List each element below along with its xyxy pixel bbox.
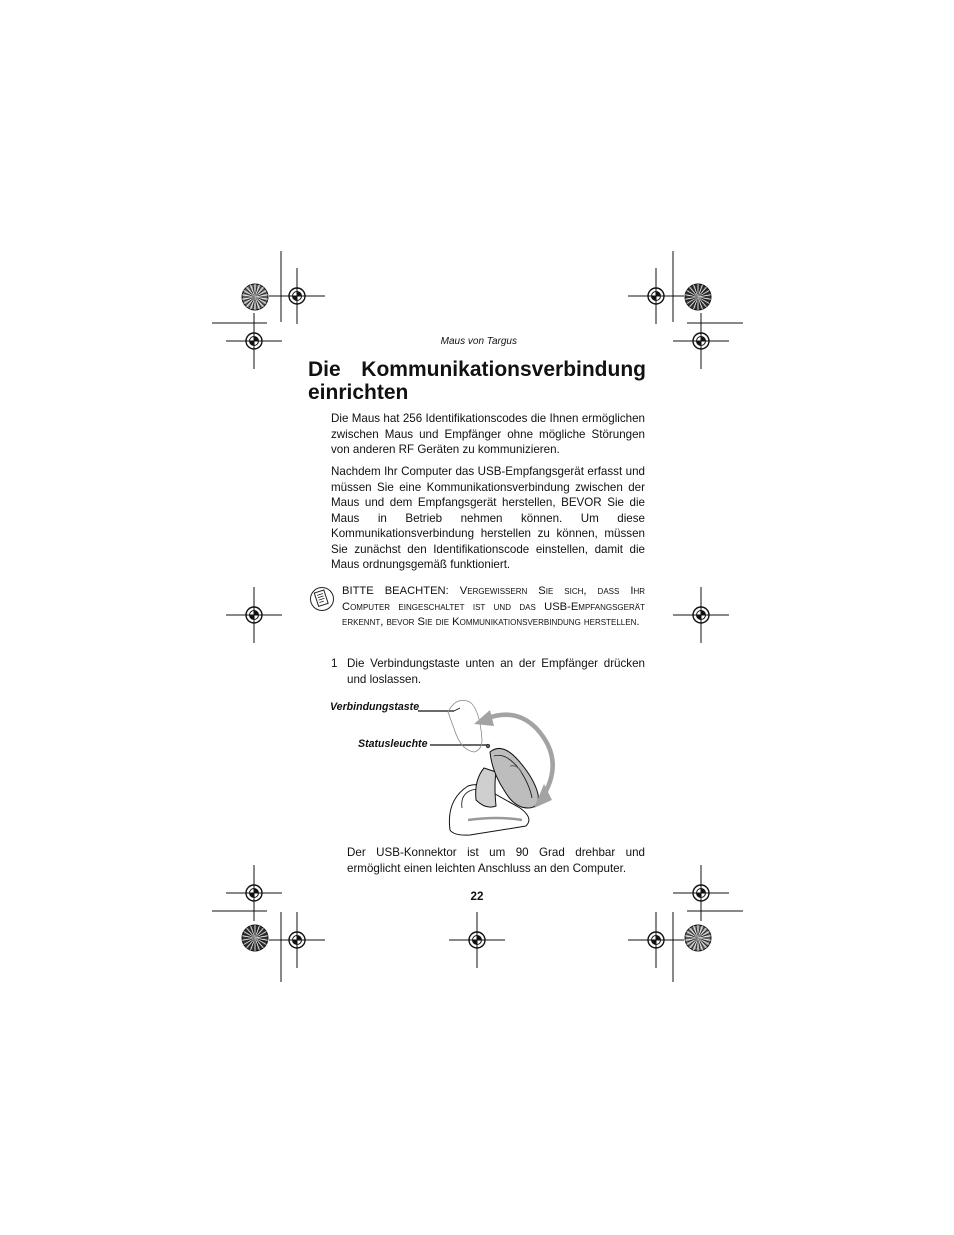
registration-target bbox=[673, 587, 729, 643]
registration-target bbox=[269, 912, 325, 968]
registration-target bbox=[226, 313, 282, 369]
starburst-mark bbox=[242, 284, 268, 310]
registration-target bbox=[628, 912, 684, 968]
intro-paragraph: Die Maus hat 256 Identifikationscodes die Ihnen ermöglichen zwischen Maus und Empfänger ohne mögliche Störungen von anderen RF Geräten zu kommunizieren. bbox=[331, 412, 645, 456]
setup-paragraph: Nachdem Ihr Computer das USB-Empfangsgerät erfasst und müssen Sie eine Kommunikationsverbindung zwischen der Maus und dem Empfangsgerät herstellen, BEVOR Sie die Maus in Betrieb nehmen können. Um diese Kommunikationsverbindung herstellen zu können, müssen Sie zunächst den Identifikationscode einstellen, damit die Maus ordnungsgemäß funktioniert. bbox=[331, 465, 645, 571]
note-label: BITTE BEACHTEN: bbox=[342, 585, 449, 597]
note-text: Vergewissern Sie sich, dass Ihr Computer eingeschaltet ist und das USB-Empfangsgerät erkennt, bevor Sie die Kommunikationsverbindung herstellen. bbox=[342, 585, 646, 629]
registration-target bbox=[269, 268, 325, 324]
step-text: Die Verbindungstaste unten an der Empfänger drücken und loslassen. bbox=[347, 657, 645, 686]
page-title-line-1: Die Kommunikationsverbindung bbox=[308, 358, 646, 381]
starburst-mark bbox=[242, 925, 268, 951]
figure-caption: Der USB-Konnektor ist um 90 Grad drehbar und ermöglicht einen leichten Anschluss an den Computer. bbox=[347, 846, 645, 875]
page-title bbox=[308, 358, 646, 404]
step-number: 1 bbox=[331, 657, 338, 670]
callout-status-led: Statusleuchte bbox=[358, 738, 428, 750]
notepad-icon bbox=[310, 585, 334, 613]
callout-connect-button: Verbindungstaste bbox=[330, 701, 420, 713]
registration-target bbox=[226, 587, 282, 643]
registration-target bbox=[673, 313, 729, 369]
running-header: Maus von Targus bbox=[440, 336, 517, 347]
starburst-mark bbox=[685, 284, 711, 310]
registration-target bbox=[628, 268, 684, 324]
page-title-line-2: einrichten bbox=[308, 381, 409, 404]
receiver-illustration bbox=[410, 690, 570, 840]
starburst-mark bbox=[685, 925, 711, 951]
page-number: 22 bbox=[470, 890, 484, 903]
registration-target bbox=[449, 912, 505, 968]
note-block bbox=[342, 584, 645, 631]
registration-target bbox=[226, 865, 282, 921]
registration-target bbox=[673, 865, 729, 921]
